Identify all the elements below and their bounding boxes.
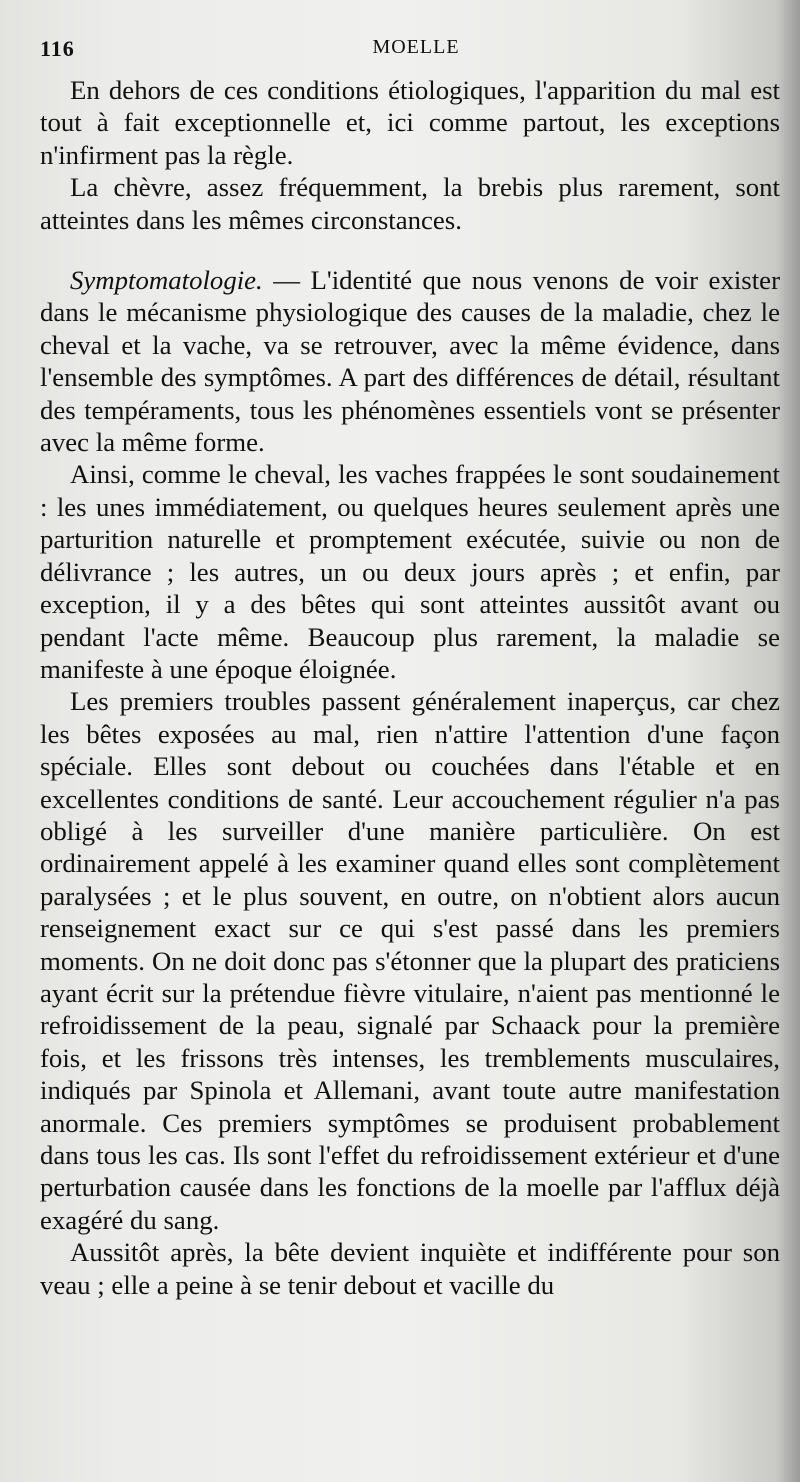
paragraph-section-start xyxy=(40,264,780,458)
paragraph xyxy=(40,458,780,685)
paragraph-text: Aussitôt après, la bête devient inquiète et indifférente pour son veau ; elle a peine à se tenir debout et vacille du xyxy=(40,1237,780,1300)
section-heading: Symptomatologie. xyxy=(70,265,263,296)
paragraph-text: — L'identité que nous venons de voir exister dans le mécanisme physiologique des causes de la maladie, chez le cheval et la vache, va se retrouver, avec la même évidence, dans l'ensemble des symptômes. A part des différences de détail, résultant des tempéraments, tous les phénomènes essentiels vont se présenter avec la même forme. xyxy=(40,265,780,458)
paragraph-text: Ainsi, comme le cheval, les vaches frappées le sont soudainement : les unes immédiatement, ou quelques heures seulement après une parturition naturelle et promptement exécutée, suivie ou non de délivrance ; les autres, un ou deux jours après ; et enfin, par exception, il y a des bêtes qui sont atteintes aussitôt avant ou pendant l'acte même. Beaucoup plus rarement, la maladie se manifeste à une époque éloignée. xyxy=(40,459,780,684)
paragraph xyxy=(40,171,780,236)
running-title: MOELLE xyxy=(372,36,460,58)
paragraph-text: Les premiers troubles passent généralement inaperçus, car chez les bêtes exposées au mal, rien n'attire l'attention d'une façon spéciale. Elles sont debout ou couchées dans l'étable et en excellentes conditions de santé. Leur accouchement régulier n'a pas obligé à les surveiller d'une manière particulière. On est ordinairement appelé à les examiner quand elles sont complètement paralysées ; et le plus souvent, en outre, on n'obtient alors aucun renseignement exact sur ce qui s'est passé dans les premiers moments. On ne doit donc pas s'étonner que la plupart des praticiens ayant écrit sur la prétendue fièvre vitulaire, n'aient pas mentionné le refroidissement de la peau, signalé par Schaack pour la première fois, et les frissons très intenses, les tremblements musculaires, indiqués par Spinola et Allemani, avant toute autre manifestation anormale. Ces premiers symptômes se produisent probablement dans tous les cas. Ils sont l'effet du refroidissement extérieur et d'une perturbation causée dans les fonctions de la moelle par l'afflux déjà exagéré du sang. xyxy=(40,686,780,1235)
paragraph xyxy=(40,1236,780,1301)
body-text xyxy=(40,74,780,1301)
page-header xyxy=(40,34,772,74)
paragraph xyxy=(40,74,780,171)
paragraph-text: La chèvre, assez fréquemment, la brebis plus rarement, sont atteintes dans les mêmes circonstances. xyxy=(40,172,780,235)
page-number: 116 xyxy=(40,36,75,61)
paragraph xyxy=(40,685,780,1236)
paragraph-text: En dehors de ces conditions étiologiques, l'apparition du mal est tout à fait exceptionnelle et, ici comme partout, les exceptions n'infirment pas la règle. xyxy=(40,75,780,170)
